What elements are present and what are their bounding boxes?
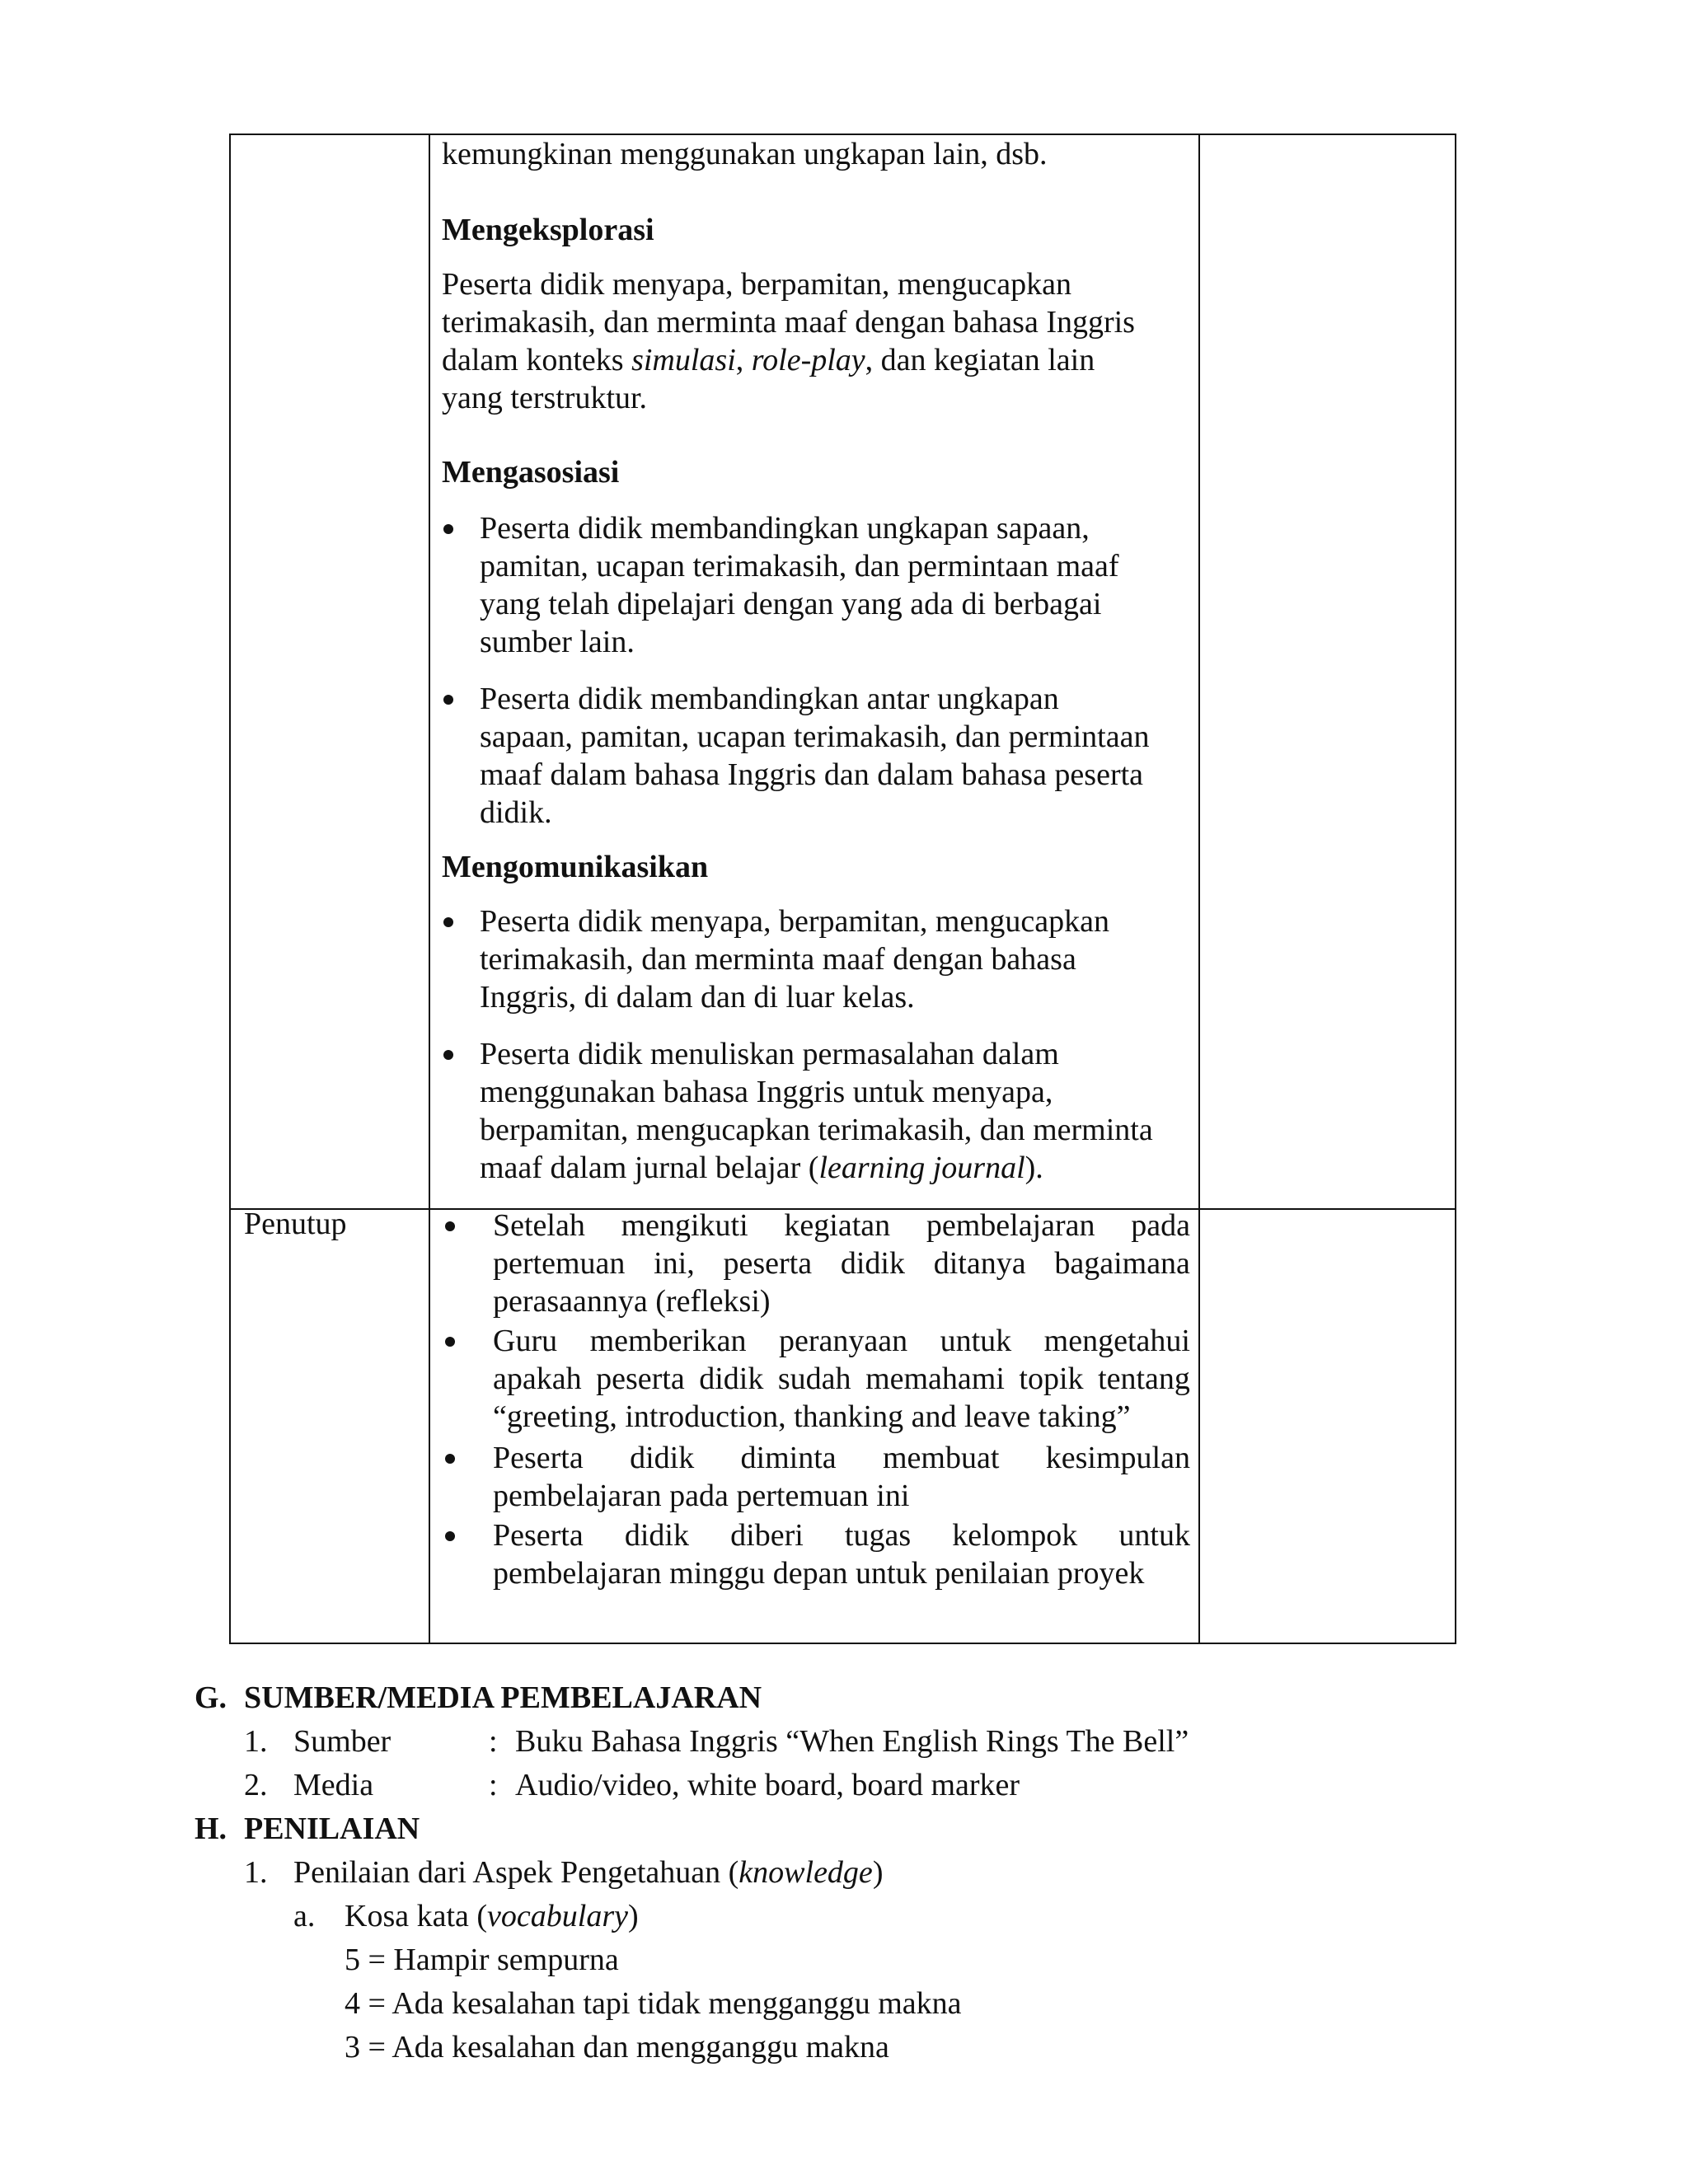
closing-item-3-line-1: Peserta didik diminta membuat kesimpulan <box>493 1441 1190 1475</box>
item-number: 2. <box>244 1768 268 1802</box>
item-text: Kosa kata (vocabulary) <box>345 1899 639 1933</box>
bullet-icon <box>445 1221 455 1231</box>
communicate-item-1-line-2: terimakasih, dan merminta maaf dengan bahasa <box>480 942 1076 977</box>
explore-line-2: terimakasih, dan merminta maaf dengan bahasa Inggris <box>442 305 1135 340</box>
closing-item-2-line-2: apakah peserta didik sudah memahami topik tentang <box>493 1361 1190 1396</box>
item-number: 1. <box>244 1855 268 1890</box>
associate-item-1-line-1: Peserta didik membandingkan ungkapan sapaan, <box>480 511 1090 546</box>
associate-item-2-line-1: Peserta didik membandingkan antar ungkapan <box>480 682 1059 716</box>
explore-line-4: yang terstruktur. <box>442 381 648 415</box>
communicate-item-1-line-3: Inggris, di dalam dan di luar kelas. <box>480 980 915 1015</box>
closing-item-2-line-1: Guru memberikan peranyaan untuk mengetahui <box>493 1324 1190 1358</box>
continuation-text: kemungkinan menggunakan ungkapan lain, dsb. <box>442 137 1048 171</box>
associate-item-2-line-4: didik. <box>480 795 552 830</box>
item-value: Buku Bahasa Inggris “When English Rings The Bell” <box>515 1724 1189 1759</box>
closing-label: Penutup <box>244 1207 347 1241</box>
table-column-divider-1 <box>429 135 430 1643</box>
item-number: a. <box>293 1899 316 1933</box>
bullet-icon <box>445 1454 455 1464</box>
associate-item-2-line-2: sapaan, pamitan, ucapan terimakasih, dan permintaan <box>480 719 1150 754</box>
associate-item-1-line-2: pamitan, ucapan terimakasih, dan permintaan maaf <box>480 549 1119 583</box>
communicate-item-2-line-3: berpamitan, mengucapkan terimakasih, dan merminta <box>480 1113 1153 1147</box>
item-text: Penilaian dari Aspek Pengetahuan (knowledge) <box>293 1855 884 1890</box>
score-line-3: 3 = Ada kesalahan dan mengganggu makna <box>345 2030 889 2064</box>
score-line-5: 5 = Hampir sempurna <box>345 1943 619 1977</box>
bullet-icon <box>443 695 453 705</box>
closing-item-4-line-2: pembelajaran minggu depan untuk penilaian proyek <box>493 1556 1145 1591</box>
item-label: Media <box>293 1768 374 1802</box>
closing-item-4-line-1: Peserta didik diberi tugas kelompok untuk <box>493 1518 1190 1553</box>
communicate-item-2-line-1: Peserta didik menuliskan permasalahan dalam <box>480 1037 1059 1071</box>
explore-line-1: Peserta didik menyapa, berpamitan, mengucapkan <box>442 267 1071 302</box>
closing-item-1-line-1: Setelah mengikuti kegiatan pembelajaran pada <box>493 1208 1190 1243</box>
communicate-item-2-line-2: menggunakan bahasa Inggris untuk menyapa, <box>480 1075 1053 1109</box>
table-column-divider-2 <box>1198 135 1200 1643</box>
closing-item-2-line-3: “greeting, introduction, thanking and leave taking” <box>493 1399 1131 1434</box>
item-number: 1. <box>244 1724 268 1759</box>
score-line-4: 4 = Ada kesalahan tapi tidak mengganggu makna <box>345 1986 962 2021</box>
closing-item-1-line-3: perasaannya (refleksi) <box>493 1284 771 1319</box>
item-label: Sumber <box>293 1724 392 1759</box>
communicate-item-2-line-4: maaf dalam jurnal belajar (learning journal). <box>480 1151 1043 1185</box>
explore-line-3: dalam konteks simulasi, role-play, dan kegiatan lain <box>442 343 1095 377</box>
closing-item-1-line-2: pertemuan ini, peserta didik ditanya bagaimana <box>493 1246 1190 1281</box>
section-h-letter: H. <box>195 1811 227 1846</box>
section-g-title: SUMBER/MEDIA PEMBELAJARAN <box>244 1680 762 1715</box>
associate-item-2-line-3: maaf dalam bahasa Inggris dan dalam bahasa peserta <box>480 757 1144 792</box>
bullet-icon <box>445 1531 455 1541</box>
item-value: Audio/video, white board, board marker <box>515 1768 1020 1802</box>
item-colon: : <box>489 1724 498 1759</box>
communicate-item-1-line-1: Peserta didik menyapa, berpamitan, mengucapkan <box>480 904 1109 939</box>
bullet-icon <box>443 917 453 927</box>
item-colon: : <box>489 1768 498 1802</box>
associate-item-1-line-4: sumber lain. <box>480 625 635 659</box>
closing-item-3-line-2: pembelajaran pada pertemuan ini <box>493 1479 910 1513</box>
bullet-icon <box>443 1050 453 1060</box>
section-h-title: PENILAIAN <box>244 1811 420 1846</box>
associate-item-1-line-3: yang telah dipelajari dengan yang ada di berbagai <box>480 587 1102 621</box>
bullet-icon <box>445 1337 455 1347</box>
explore-heading: Mengeksplorasi <box>442 213 654 247</box>
communicate-heading: Mengomunikasikan <box>442 850 709 884</box>
section-g-letter: G. <box>195 1680 227 1715</box>
bullet-icon <box>443 524 453 534</box>
associate-heading: Mengasosiasi <box>442 455 620 490</box>
